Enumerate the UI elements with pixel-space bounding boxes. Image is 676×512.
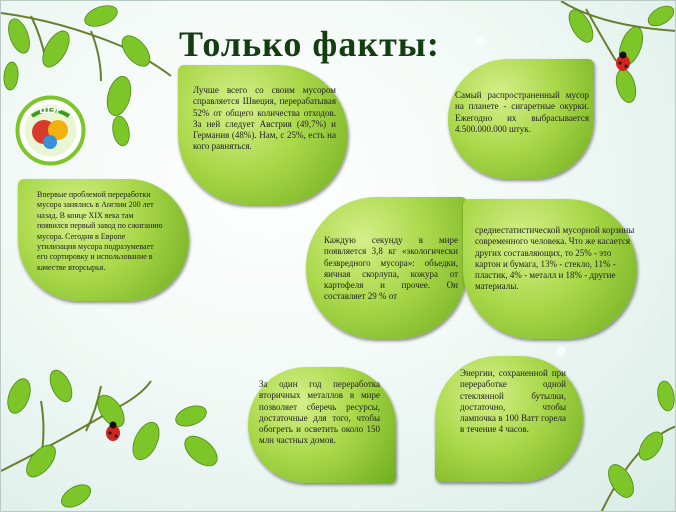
leaf-icon bbox=[3, 376, 34, 417]
logo-icon bbox=[14, 94, 87, 167]
fact-waste-per-second: Каждую секунду в мире появляется 3,8 кг «экологически безвредного мусора»: объедки, яичная скорлупа, кожура от картофеля и прочее. Он составляет 29 % от bbox=[324, 235, 458, 302]
fact-metals: За один год переработка вторичных металлов в мире позволяет сберечь ресурсы, достаточные для того, чтобы обогреть и осветить около 150 млн частных домов. bbox=[259, 379, 380, 446]
leaf-icon bbox=[564, 6, 598, 46]
leaf-icon bbox=[173, 402, 209, 430]
leaf-icon bbox=[46, 367, 77, 405]
fact-glass-bottle: Энергии, сохраненной при переработке одной стеклянной бутылки, достаточно, чтобы лампочка в 100 Ватт горела в течение 4 часов. bbox=[460, 368, 566, 435]
leaf-icon bbox=[4, 16, 33, 56]
leaf-icon bbox=[117, 31, 155, 71]
slide-title: Только факты: bbox=[179, 24, 440, 64]
logo-label: ШЭР bbox=[39, 106, 62, 116]
fact-cigarettes: Самый распространенный мусор на планете - сигаретные окурки. Ежегодно их выбрасывается 4.500.000.000 штук. bbox=[455, 90, 589, 134]
leaf-icon bbox=[128, 418, 165, 464]
fact-england: Впервые проблемой переработки мусора занялись в Англии 200 лет назад. В конце XIX века там появился первый завод по сжиганию мусора. Сегодня в Европе утилизация мусора подразумевает его сортировку и использование в качестве вторсырья. bbox=[37, 190, 163, 272]
leaf-icon bbox=[645, 2, 676, 30]
leaf-icon bbox=[613, 67, 639, 105]
leaf-icon bbox=[656, 380, 676, 412]
leaf-icon bbox=[3, 61, 19, 90]
fact-basket: среднестатистической мусорной корзины современного человека. Что же касается других составляющих, то 25% - это картон и бумага, 13% - стекло, 11% - пластик, 4% - металл и 18% - другие материалы. bbox=[475, 225, 635, 292]
leaf-icon bbox=[82, 2, 120, 31]
leaf-icon bbox=[21, 440, 61, 482]
leaf-icon bbox=[179, 430, 222, 471]
leaf-icon bbox=[111, 115, 132, 147]
leaf-icon bbox=[103, 74, 135, 118]
leaf-icon bbox=[603, 460, 638, 501]
leaf-icon bbox=[58, 480, 95, 512]
fact-sweden: Лучше всего со своим мусором справляется Швеция, перерабатывая 52% от общего количества отходов. За ней следует Австрия (49,7%) и Германия (48%). Нам, с 25%, есть на кого равняться. bbox=[193, 85, 336, 152]
